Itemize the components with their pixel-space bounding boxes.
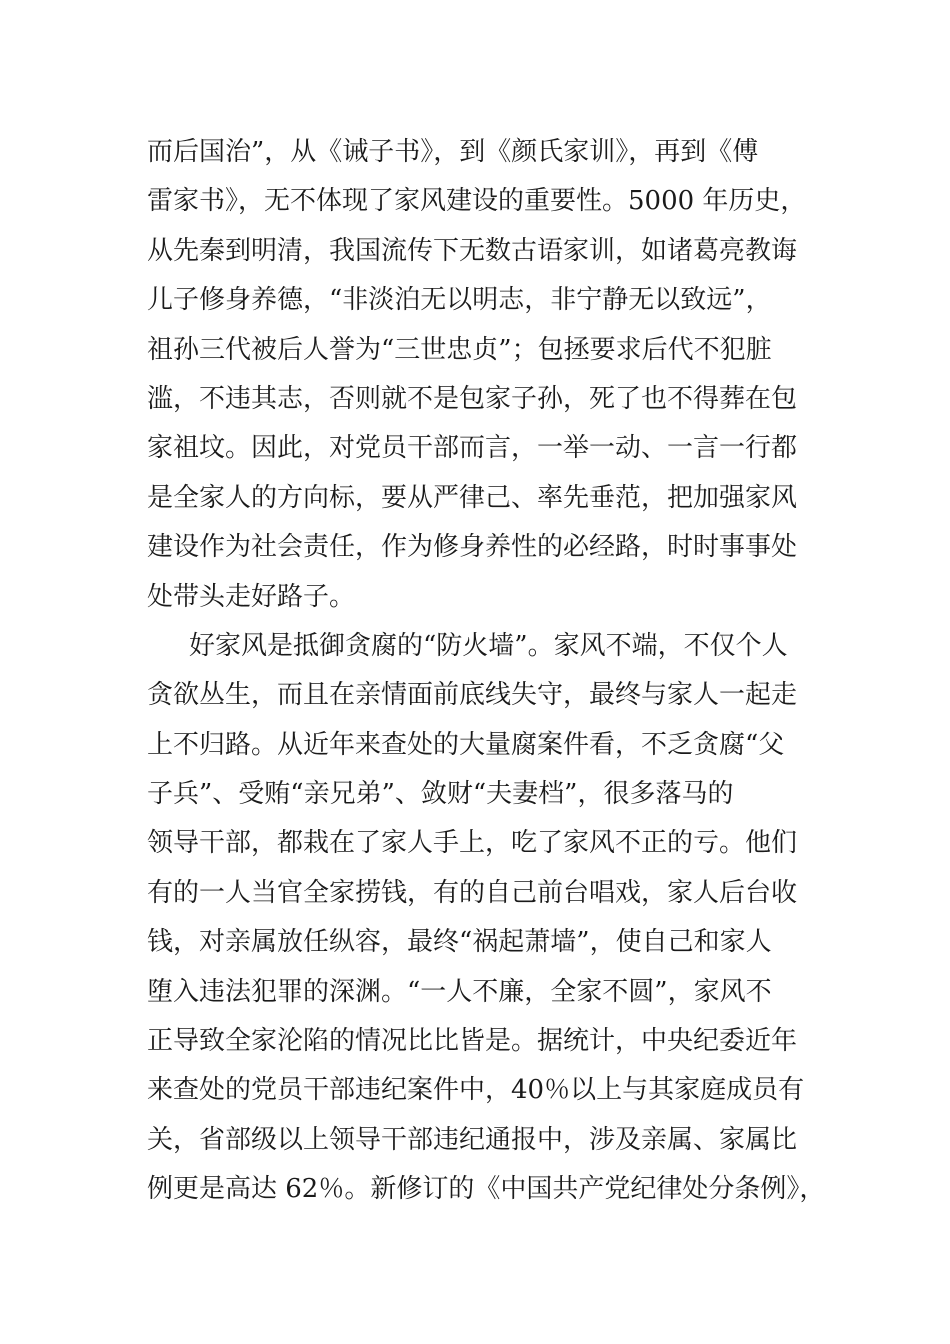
body-text — [147, 128, 827, 1215]
text-line: 而后国治”，从《诫子书》，到《颜氏家训》，再到《傅 — [147, 137, 759, 167]
text-line: 例更是高达 62％。新修订的《中国共产党纪律处分条例》， — [147, 1174, 826, 1205]
paragraph-2 — [147, 622, 827, 1215]
text-line: 来查处的党员干部违纪案件中，40％以上与其家庭成员有 — [147, 1075, 805, 1106]
text-line: 子兵”、受贿“亲兄弟”、敛财“夫妻档”，很多落马的 — [147, 779, 734, 810]
text-line: 滥，不违其志，否则就不是包家子孙，死了也不得葬在包 — [147, 383, 798, 414]
text-line: 从先秦到明清，我国流传下无数古语家训，如诸葛亮教诲 — [147, 235, 798, 266]
text-line: 贪欲丛生，而且在亲情面前底线失守，最终与家人一起走 — [147, 680, 798, 711]
text-line: 有的一人当官全家捞钱，有的自己前台唱戏，家人后台收 — [147, 877, 798, 908]
text-line: 堕入违法犯罪的深渊。“一人不廉，全家不圆”，家风不 — [147, 976, 772, 1007]
text-line: 领导干部，都栽在了家人手上，吃了家风不正的亏。他们 — [147, 828, 798, 859]
text-line: 建设作为社会责任，作为修身养性的必经路，时时事事处 — [147, 532, 798, 563]
text-line: 雷家书》，无不体现了家风建设的重要性。5000 年历史， — [147, 186, 807, 217]
text-line: 儿子修身养德，“非淡泊无以明志，非宁静无以致远”， — [147, 285, 772, 316]
text-line: 正导致全家沦陷的情况比比皆是。据统计，中央纪委近年 — [147, 1026, 798, 1057]
text-line: 处带头走好路子。 — [147, 581, 356, 612]
text-line: 祖孙三代被后人誉为“三世忠贞”；包拯要求后代不犯脏 — [147, 334, 772, 365]
text-line: 关，省部级以上领导干部违纪通报中，涉及亲属、家属比 — [147, 1124, 798, 1155]
text-line-first: 好家风是抵御贪腐的“防火墙”。家风不端，不仅个人 — [189, 630, 788, 661]
text-line: 家祖坟。因此，对党员干部而言，一举一动、一言一行都 — [147, 433, 798, 464]
text-line: 上不归路。从近年来查处的大量腐案件看，不乏贪腐“父 — [147, 729, 785, 760]
text-line: 是全家人的方向标，要从严律己、率先垂范，把加强家风 — [147, 482, 798, 513]
text-line: 钱，对亲属放任纵容，最终“祸起萧墙”，使自己和家人 — [147, 927, 772, 958]
paragraph-1 — [147, 128, 827, 622]
